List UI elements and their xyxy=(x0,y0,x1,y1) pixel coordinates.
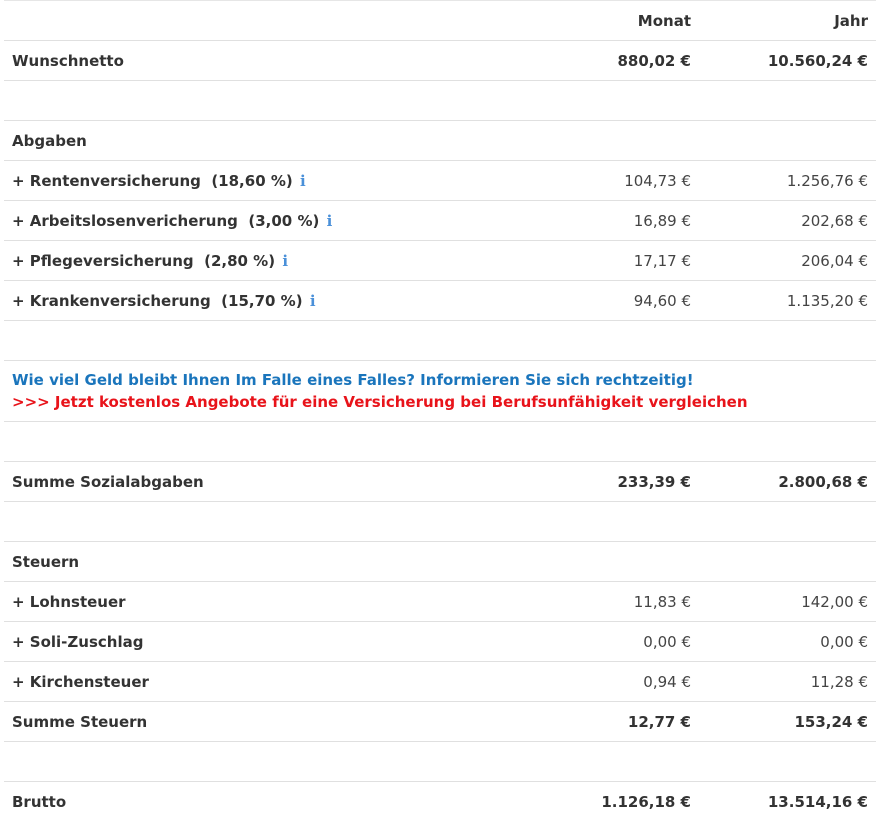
abgaben-row-pflege xyxy=(4,241,876,281)
abgaben-row-renten xyxy=(4,161,876,201)
abgaben-row-arbeitslosen xyxy=(4,201,876,241)
spacer-row xyxy=(4,422,876,462)
spacer-row xyxy=(4,742,876,782)
info-icon[interactable]: i xyxy=(309,291,316,310)
sozialabgaben-sum-row xyxy=(4,462,876,502)
sozialabgaben-sum-label: Summe Sozialabgaben xyxy=(4,462,530,502)
abgaben-label xyxy=(4,161,530,201)
abgaben-item-rate: (15,70 %) xyxy=(221,291,303,310)
abgaben-label xyxy=(4,201,530,241)
steuern-year: 142,00 € xyxy=(699,582,876,622)
abgaben-label xyxy=(4,241,530,281)
info-icon[interactable]: i xyxy=(282,251,289,270)
brutto-row xyxy=(4,782,876,822)
promo-row xyxy=(4,361,876,422)
steuern-month: 0,94 € xyxy=(530,662,699,702)
spacer-row xyxy=(4,502,876,542)
steuern-row-kirchensteuer xyxy=(4,662,876,702)
steuern-sum-label: Summe Steuern xyxy=(4,702,530,742)
steuern-label: + Kirchensteuer xyxy=(4,662,530,702)
abgaben-year: 1.256,76 € xyxy=(699,161,876,201)
info-icon[interactable]: i xyxy=(326,211,333,230)
abgaben-year: 206,04 € xyxy=(699,241,876,281)
salary-breakdown-table xyxy=(4,0,876,821)
steuern-row-soli xyxy=(4,622,876,662)
abgaben-item-name: + Pflegeversicherung xyxy=(12,251,194,270)
brutto-label: Brutto xyxy=(4,782,530,822)
abgaben-year: 202,68 € xyxy=(699,201,876,241)
abgaben-item-name: + Arbeitslosenvericherung xyxy=(12,211,238,230)
table-header-row xyxy=(4,1,876,41)
steuern-month: 0,00 € xyxy=(530,622,699,662)
steuern-sum-year: 153,24 € xyxy=(699,702,876,742)
steuern-label: + Soli-Zuschlag xyxy=(4,622,530,662)
steuern-label: + Lohnsteuer xyxy=(4,582,530,622)
abgaben-item-name: + Rentenversicherung xyxy=(12,171,201,190)
salary-table-container xyxy=(4,0,874,821)
abgaben-row-kranken xyxy=(4,281,876,321)
promo-info-link[interactable]: Wie viel Geld bleibt Ihnen Im Falle eines Falles? Informieren Sie sich rechtzeitig! xyxy=(12,371,694,389)
abgaben-year: 1.135,20 € xyxy=(699,281,876,321)
brutto-month: 1.126,18 € xyxy=(530,782,699,822)
abgaben-month: 17,17 € xyxy=(530,241,699,281)
steuern-title: Steuern xyxy=(4,542,530,582)
steuern-year: 0,00 € xyxy=(699,622,876,662)
steuern-section-row xyxy=(4,542,876,582)
abgaben-label xyxy=(4,281,530,321)
abgaben-section-row xyxy=(4,121,876,161)
spacer-row xyxy=(4,81,876,121)
steuern-sum-month: 12,77 € xyxy=(530,702,699,742)
abgaben-item-name: + Krankenversicherung xyxy=(12,291,211,310)
abgaben-month: 94,60 € xyxy=(530,281,699,321)
wunschnetto-month: 880,02 € xyxy=(530,41,699,81)
promo-compare-link[interactable]: >>> Jetzt kostenlos Angebote für eine Versicherung bei Berufsunfähigkeit vergleichen xyxy=(12,393,748,411)
wunschnetto-year: 10.560,24 € xyxy=(699,41,876,81)
sozialabgaben-sum-year: 2.800,68 € xyxy=(699,462,876,502)
column-header-month: Monat xyxy=(530,1,699,41)
steuern-row-lohnsteuer xyxy=(4,582,876,622)
steuern-month: 11,83 € xyxy=(530,582,699,622)
steuern-sum-row xyxy=(4,702,876,742)
abgaben-month: 16,89 € xyxy=(530,201,699,241)
abgaben-item-rate: (3,00 %) xyxy=(248,211,320,230)
abgaben-item-rate: (18,60 %) xyxy=(211,171,293,190)
spacer-row xyxy=(4,321,876,361)
abgaben-month: 104,73 € xyxy=(530,161,699,201)
abgaben-title: Abgaben xyxy=(4,121,530,161)
steuern-year: 11,28 € xyxy=(699,662,876,702)
column-header-year: Jahr xyxy=(699,1,876,41)
info-icon[interactable]: i xyxy=(299,171,306,190)
wunschnetto-label: Wunschnetto xyxy=(4,41,530,81)
wunschnetto-row xyxy=(4,41,876,81)
abgaben-item-rate: (2,80 %) xyxy=(204,251,276,270)
brutto-year: 13.514,16 € xyxy=(699,782,876,822)
sozialabgaben-sum-month: 233,39 € xyxy=(530,462,699,502)
promo-cell xyxy=(4,361,876,422)
